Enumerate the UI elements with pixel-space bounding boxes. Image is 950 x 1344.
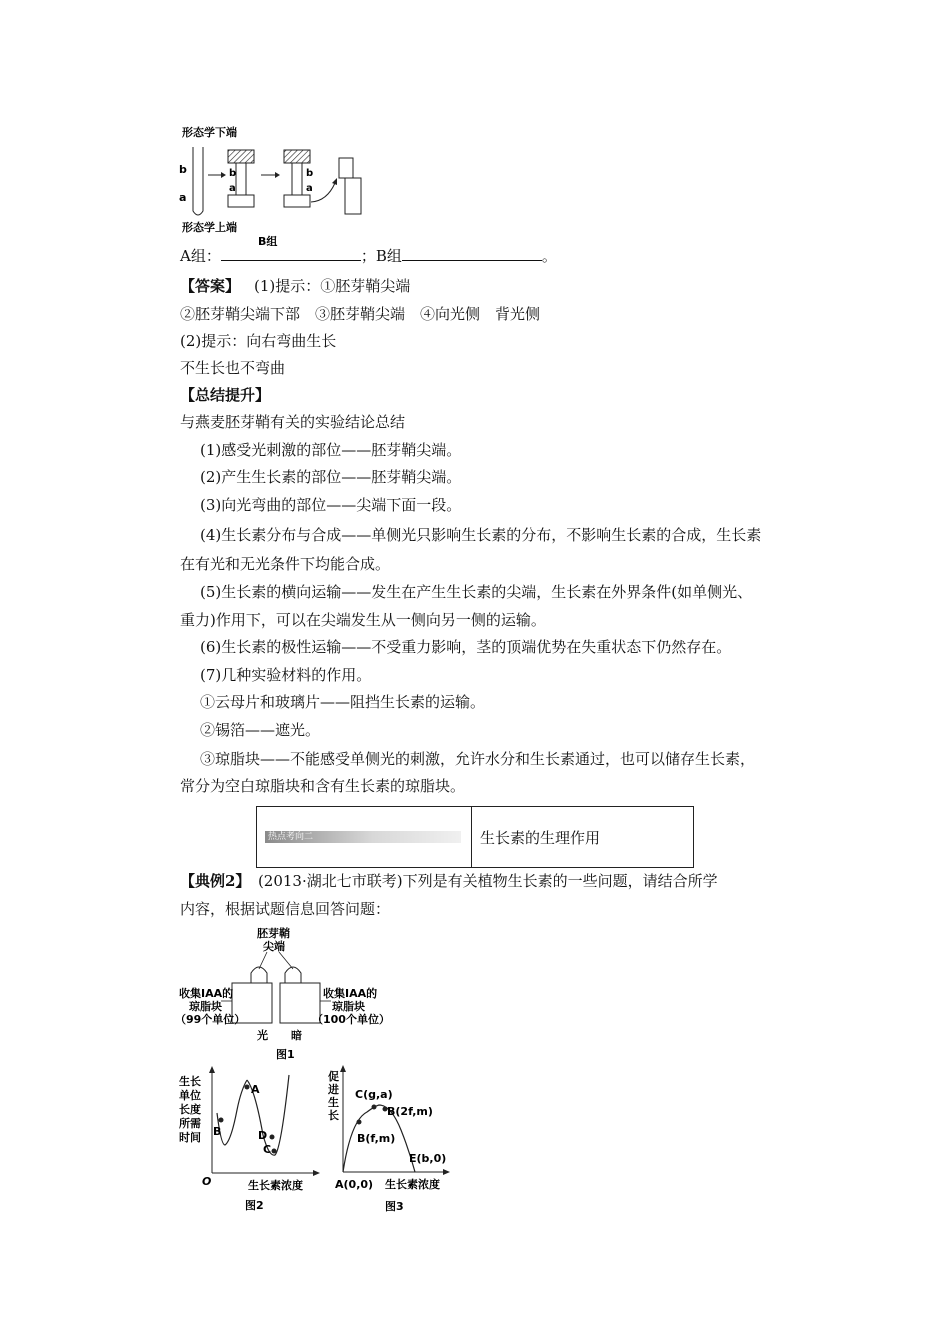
label-bottom-end: 形态学下端 (182, 126, 237, 139)
fig3-label-bf: B(f,m) (357, 1132, 396, 1145)
segment-1-label-b: b (229, 168, 237, 179)
summary-item: ②锡箔——遮光。 (200, 721, 321, 739)
fig3-ylabel-2: 生 (328, 1096, 339, 1109)
receiver-block-1 (228, 195, 254, 207)
arrow-icon (208, 172, 226, 178)
fig3-point-c (372, 1105, 377, 1110)
answer-line-3: (2)提示：向右弯曲生长 (180, 332, 337, 350)
fig2-ylabel-0: 生长 (179, 1075, 201, 1088)
fig3-origin: A(0,0) (335, 1178, 374, 1191)
fig3-point-bf (357, 1120, 362, 1125)
fig3-caption: 图3 (385, 1200, 404, 1213)
summary-item: (7)几种实验材料的作用。 (200, 666, 372, 684)
answer-tag: 【答案】 (180, 277, 241, 295)
fig1-caption: 图1 (276, 1048, 295, 1061)
receiver-block-2 (284, 195, 310, 207)
fig2-caption: 图2 (245, 1199, 264, 1212)
fig3-x-arrow-icon (443, 1169, 450, 1175)
fig2-ylabel-3: 所需 (179, 1117, 201, 1130)
example-text-1: (2013·湖北七市联考)下列是有关植物生长素的一些问题，请结合所学 (242, 872, 718, 890)
test-tube (193, 147, 203, 215)
fig2-ylabel-2: 长度 (179, 1103, 201, 1116)
label-top-end: 形态学上端 (182, 221, 237, 234)
fig1-right-1: 收集IAA的 (323, 987, 378, 1000)
end-mark: 。 (541, 247, 557, 265)
answer-text-1: (1)提示：①胚芽鞘尖端 (254, 277, 411, 295)
b-group-label: ；B组 (360, 247, 402, 265)
fig2-label-c: C (263, 1143, 272, 1156)
fig2-label-d: D (258, 1129, 268, 1142)
tube-label-a: a (179, 191, 187, 204)
coleoptile-tip-right (285, 967, 301, 983)
tube-label-b: b (179, 163, 187, 176)
fig2-point-a (245, 1085, 250, 1090)
answer-line-2: ②胚芽鞘尖端下部 ③胚芽鞘尖端 ④向光侧 背光侧 (180, 305, 541, 323)
fig3-y-arrow-icon (340, 1065, 346, 1072)
fig2-point-d (270, 1135, 275, 1140)
figure-2 (175, 1065, 325, 1215)
summary-item-cont: 重力)作用下，可以在尖端发生从一侧向另一侧的运输。 (180, 611, 546, 629)
a-group-blank[interactable] (221, 246, 361, 261)
agar-on-stem (339, 158, 353, 178)
summary-item: ①云母片和玻璃片——阻挡生长素的运输。 (200, 693, 486, 711)
fig3-ylabel-3: 长 (328, 1109, 339, 1122)
figure-1 (175, 925, 400, 1065)
hotspot-badge (265, 831, 461, 843)
donor-block-hatched (228, 150, 254, 163)
fig2-ylabel-1: 单位 (179, 1089, 201, 1102)
segment-1 (236, 163, 246, 195)
fig2-ylabel-4: 时间 (179, 1131, 201, 1144)
arrow-icon (261, 172, 280, 178)
example-line-1 (180, 871, 718, 891)
summary-item: (6)生长素的极性运输——不受重力影响，茎的顶端优势在失重状态下仍然存在。 (200, 638, 732, 656)
hotspot-title: 生长素的生理作用 (480, 828, 601, 847)
hotspot-badge-text: 热点考向二 (268, 832, 314, 842)
fig2-point-c (272, 1149, 277, 1154)
coleoptile-tip-left (251, 967, 267, 983)
summary-item: (1)感受光刺激的部位——胚芽鞘尖端。 (200, 441, 462, 459)
fig2-x-arrow-icon (313, 1170, 320, 1176)
fig1-right-3: （100个单位） (312, 1013, 390, 1026)
fig1-left-3: （99个单位） (175, 1013, 246, 1026)
hotspot-box (256, 806, 694, 868)
segment-1-label-a: a (229, 183, 236, 194)
fig2-point-b (219, 1118, 224, 1123)
summary-title: 与燕麦胚芽鞘有关的实验结论总结 (180, 413, 406, 431)
b-group-blank[interactable] (402, 246, 542, 261)
fig3-ylabel-1: 进 (328, 1083, 339, 1096)
fig3-label-b2f: B(2f,m) (387, 1105, 433, 1118)
a-group-label: A组： (180, 247, 221, 265)
figure-top-experiment (175, 125, 375, 250)
summary-item: (2)产生生长素的部位——胚芽鞘尖端。 (200, 468, 462, 486)
hotspot-badge-cell (257, 807, 472, 868)
summary-item: ③琼脂块——不能感受单侧光的刺激，允许水分和生长素通过，也可以储存生长素， (200, 750, 756, 768)
figure-3 (325, 1060, 455, 1215)
segment-2 (292, 163, 302, 195)
fig2-label-b: B (213, 1125, 222, 1138)
fig2-label-a: A (251, 1083, 260, 1096)
fig1-dark: 暗 (291, 1029, 302, 1042)
coleoptile-stem (345, 178, 361, 214)
fig3-label-e: E(b,0) (409, 1152, 447, 1165)
fig1-light: 光 (257, 1029, 268, 1042)
fig1-left-2: 琼脂块 (189, 1000, 222, 1013)
example-line-2: 内容，根据试题信息回答问题： (180, 900, 391, 918)
summary-item: (4)生长素分布与合成——单侧光只影响生长素的分布，不影响生长素的合成，生长素 (200, 526, 762, 544)
summary-item: (3)向光弯曲的部位——尖端下面一段。 (200, 496, 462, 514)
question-fill-line (180, 246, 557, 266)
answer-line-1 (180, 276, 410, 296)
fig2-origin: O (202, 1175, 212, 1188)
answer-line-4: 不生长也不弯曲 (180, 359, 286, 377)
summary-item-cont: 在有光和无光条件下均能合成。 (180, 555, 391, 573)
fig1-left-1: 收集IAA的 (179, 987, 234, 1000)
example-tag: 【典例2】 (180, 872, 243, 890)
curved-arrow-icon (311, 178, 337, 202)
fig1-top-label-2: 尖端 (263, 940, 285, 953)
segment-2-label-b: b (306, 168, 314, 179)
donor-block-hatched-2 (284, 150, 310, 163)
fig3-xlabel: 生长素浓度 (385, 1178, 440, 1191)
summary-tag: 【总结提升】 (180, 386, 271, 404)
summary-item: (5)生长素的横向运输——发生在产生生长素的尖端，生长素在外界条件(如单侧光、 (200, 583, 753, 601)
group-label-b: B组 (258, 235, 278, 248)
summary-item-cont: 常分为空白琼脂块和含有生长素的琼脂块。 (180, 777, 466, 795)
fig3-ylabel-0: 促 (328, 1070, 339, 1083)
fig3-label-c: C(g,a) (355, 1088, 393, 1101)
hotspot-title-cell (472, 807, 694, 868)
fig1-right-2: 琼脂块 (332, 1000, 365, 1013)
fig2-y-arrow-icon (209, 1066, 215, 1073)
fig2-xlabel: 生长素浓度 (248, 1179, 303, 1192)
segment-2-label-a: a (306, 183, 313, 194)
fig1-top-label-1: 胚芽鞘 (257, 927, 290, 940)
